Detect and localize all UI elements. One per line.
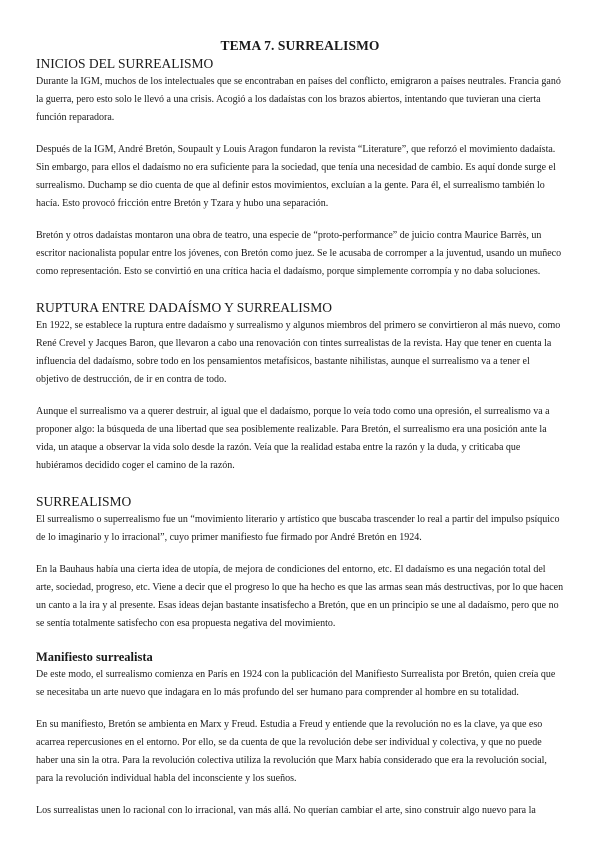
paragraph: Los surrealistas unen lo racional con lo irracional, van más allá. No querían cambiar el arte, sino construir algo nuevo para la — [36, 805, 536, 816]
paragraph-spacer — [36, 213, 564, 227]
document-title: TEMA 7. SURREALISMO — [220, 38, 380, 53]
paragraph: Después de la IGM, André Bretón, Soupault y Louis Aragon fundaron la revista “Literature”, que reforzó el movimiento dadaísta. Sin embargo, para ellos el dadaísmo no era suficiente para la sociedad, que tenía una necesidad de cambio. Es aquí donde surge el surrealismo. Duchamp se dio cuenta de que al definir estos movimientos, excluían a la gente. Para él, el surrealismo también lo hacía. Esto provocó fricción entre Bretón y Tzara y hubo una separación. — [36, 144, 556, 209]
paragraph: En su manifiesto, Bretón se ambienta en Marx y Freud. Estudia a Freud y entiende que la revolución no es la clave, ya que eso acarrea repercusiones en el entorno. Por ello, se da cuenta de que la revolución debe ser individual y colectiva, y que no puede haber una sin la otra. Para la revolución colectiva utiliza la revolución que Marx había considerado que era la revolución social, para la revolución individual habla del inconsciente y los sueños. — [36, 719, 547, 784]
paragraph: Durante la IGM, muchos de los intelectuales que se encontraban en países del conflicto, emigraron a países neutrales. Francia ganó la guerra, pero esto solo le llevó a una crisis. Acogió a los dadaístas con los brazos abiertos, intentando que tuvieran una cierta función reparadora. — [36, 76, 561, 123]
paragraph: De este modo, el surrealismo comienza en París en 1924 con la publicación del Manifiesto Surrealista por Bretón, quien creía que se necesitaba un arte nuevo que indagara en lo más profundo del ser humano para comprender al hombre en su totalidad. — [36, 669, 556, 698]
section-heading-inicios: INICIOS DEL SURREALISMO — [36, 56, 214, 71]
subheading-manifiesto: Manifiesto surrealista — [36, 650, 153, 664]
section-heading-ruptura: RUPTURA ENTRE DADAÍSMO Y SURREALISMO — [36, 300, 333, 315]
paragraph-spacer — [36, 127, 564, 141]
paragraph-spacer — [36, 547, 564, 561]
section-spacer — [36, 281, 564, 297]
paragraph: En la Bauhaus había una cierta idea de utopía, de mejora de condiciones del entorno, etc. El dadaísmo es una negación total del arte, sociedad, progreso, etc. Viene a decir que el progreso lo que ha hecho es que las armas sean más destructivas, por lo que hacen un canto a la ira y al presente. Esas ideas dejan bastante insatisfecho a Bretón, que en un principio se une al dadaísmo, pero que no se sentía totalmente satisfecho con esa propuesta negativa del movimiento. — [36, 564, 564, 629]
paragraph: Bretón y otros dadaístas montaron una obra de teatro, una especie de “proto-performance” de juicio contra Maurice Barrès, un escritor nacionalista popular entre los jóvenes, con Bretón como juez. Se le acusaba de corromper a la juventud, usando un muñeco como representación. Esto se convirtió en una crítica hacia el dadaísmo, porque simplemente corrompía y no daba soluciones. — [36, 230, 562, 277]
document-page — [36, 38, 564, 820]
paragraph: El surrealismo o superrealismo fue un “movimiento literario y artístico que buscaba trascender lo real a partir del impulso psíquico de lo imaginario y lo irracional”, cuyo primer manifiesto fue firmado por André Bretón en 1924. — [36, 514, 560, 543]
section-heading-surrealismo: SURREALISMO — [36, 494, 132, 509]
paragraph: En 1922, se establece la ruptura entre dadaísmo y surrealismo y algunos miembros del primero se convirtieron al más nuevo, como René Crevel y Jacques Baron, que llevaron a cabo una renovación con tintes surrealistas de la revista. Hay que tener en cuenta la influencia del dadaísmo, sobre todo en los pensamientos metafísicos, bastante nihilistas, aunque el surrealismo va a tener el objetivo de destrucción, de ir en contra de todo. — [36, 320, 561, 385]
paragraph: Aunque el surrealismo va a querer destruir, al igual que el dadaísmo, porque lo veía todo como una opresión, el surrealismo va a proponer algo: la búsqueda de una libertad que sea posiblemente realizable. Para Bretón, el surrealismo era una posición ante la vida, un ataque a observar la vida solo desde la razón. Veía que la realidad estaba entre la razón y la duda, y criticaba que hubiéramos decidido coger el camino de la razón. — [36, 406, 550, 471]
section-spacer — [36, 475, 564, 491]
paragraph-spacer — [36, 702, 564, 716]
paragraph-spacer — [36, 389, 564, 403]
paragraph-spacer — [36, 788, 564, 802]
section-spacer — [36, 633, 564, 649]
